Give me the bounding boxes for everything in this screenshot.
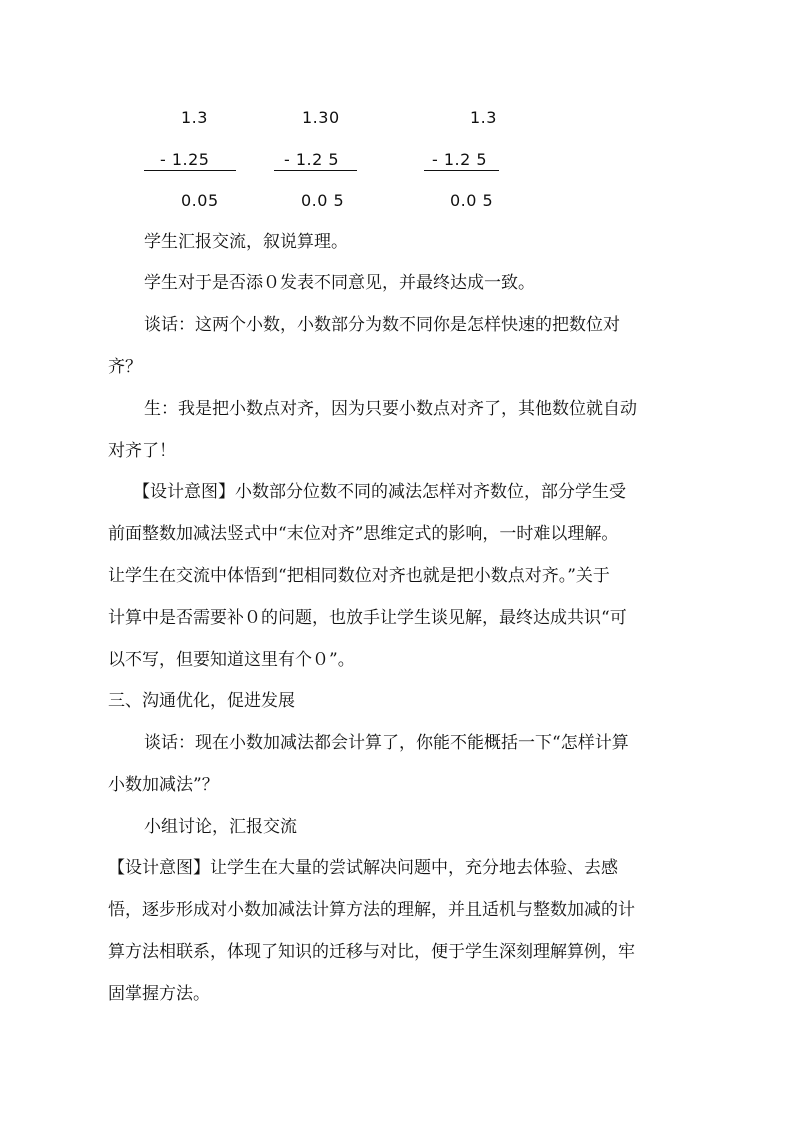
problem2-sub: - 1.2 5 (284, 150, 340, 169)
section-heading: 三、沟通优化，促进发展 (108, 691, 295, 711)
problem2-rule (274, 170, 357, 171)
paragraph-line: 齐？ (108, 357, 142, 377)
paragraph-line: 前面整数加减法竖式中“末位对齐”思维定式的影响，一时难以理解。 (108, 524, 619, 544)
paragraph-line: 固掌握方法。 (108, 984, 210, 1004)
paragraph-line: 谈话：现在小数加减法都会计算了，你能不能概括一下“怎样计算 (144, 733, 629, 753)
problem1-top: 1.3 (181, 108, 208, 127)
problem2-result: 0.0 5 (301, 191, 345, 210)
problem1-result: 0.05 (181, 191, 219, 210)
problem3-result: 0.0 5 (450, 191, 494, 210)
design-intent-paragraph: 【设计意图】小数部分位数不同的减法怎样对齐数位，部分学生受 (133, 482, 626, 502)
paragraph-line: 对齐了！ (108, 441, 176, 461)
paragraph-line: 算方法相联系，体现了知识的迁移与对比，便于学生深刻理解算例，牢 (108, 942, 635, 962)
paragraph-line: 谈话：这两个小数，小数部分为数不同你是怎样快速的把数位对 (144, 315, 620, 335)
paragraph-line: 以不写，但要知道这里有个０”。 (108, 650, 355, 670)
problem1-sub: - 1.25 (160, 150, 210, 169)
paragraph-line: 学生对于是否添０发表不同意见，并最终达成一致。 (144, 273, 535, 293)
problem1-rule (144, 170, 236, 171)
design-intent-paragraph: 【设计意图】让学生在大量的尝试解决问题中，充分地去体验、去感 (108, 858, 618, 878)
problem3-top: 1.3 (470, 108, 497, 127)
paragraph-line: 学生汇报交流，叙说算理。 (144, 232, 348, 252)
problem3-rule (424, 170, 499, 171)
paragraph-line: 计算中是否需要补０的问题，也放手让学生谈见解，最终达成共识“可 (108, 608, 627, 628)
paragraph-line: 让学生在交流中体悟到“把相同数位对齐也就是把小数点对齐。”关于 (108, 566, 610, 586)
paragraph-line: 小组讨论，汇报交流 (144, 817, 297, 837)
paragraph-line: 悟，逐步形成对小数加减法计算方法的理解，并且适机与整数加减的计 (108, 900, 635, 920)
problem2-top: 1.30 (302, 108, 340, 127)
paragraph-line: 生：我是把小数点对齐，因为只要小数点对齐了，其他数位就自动 (144, 399, 637, 419)
problem3-sub: - 1.2 5 (432, 150, 488, 169)
paragraph-line: 小数加减法”？ (108, 775, 219, 795)
